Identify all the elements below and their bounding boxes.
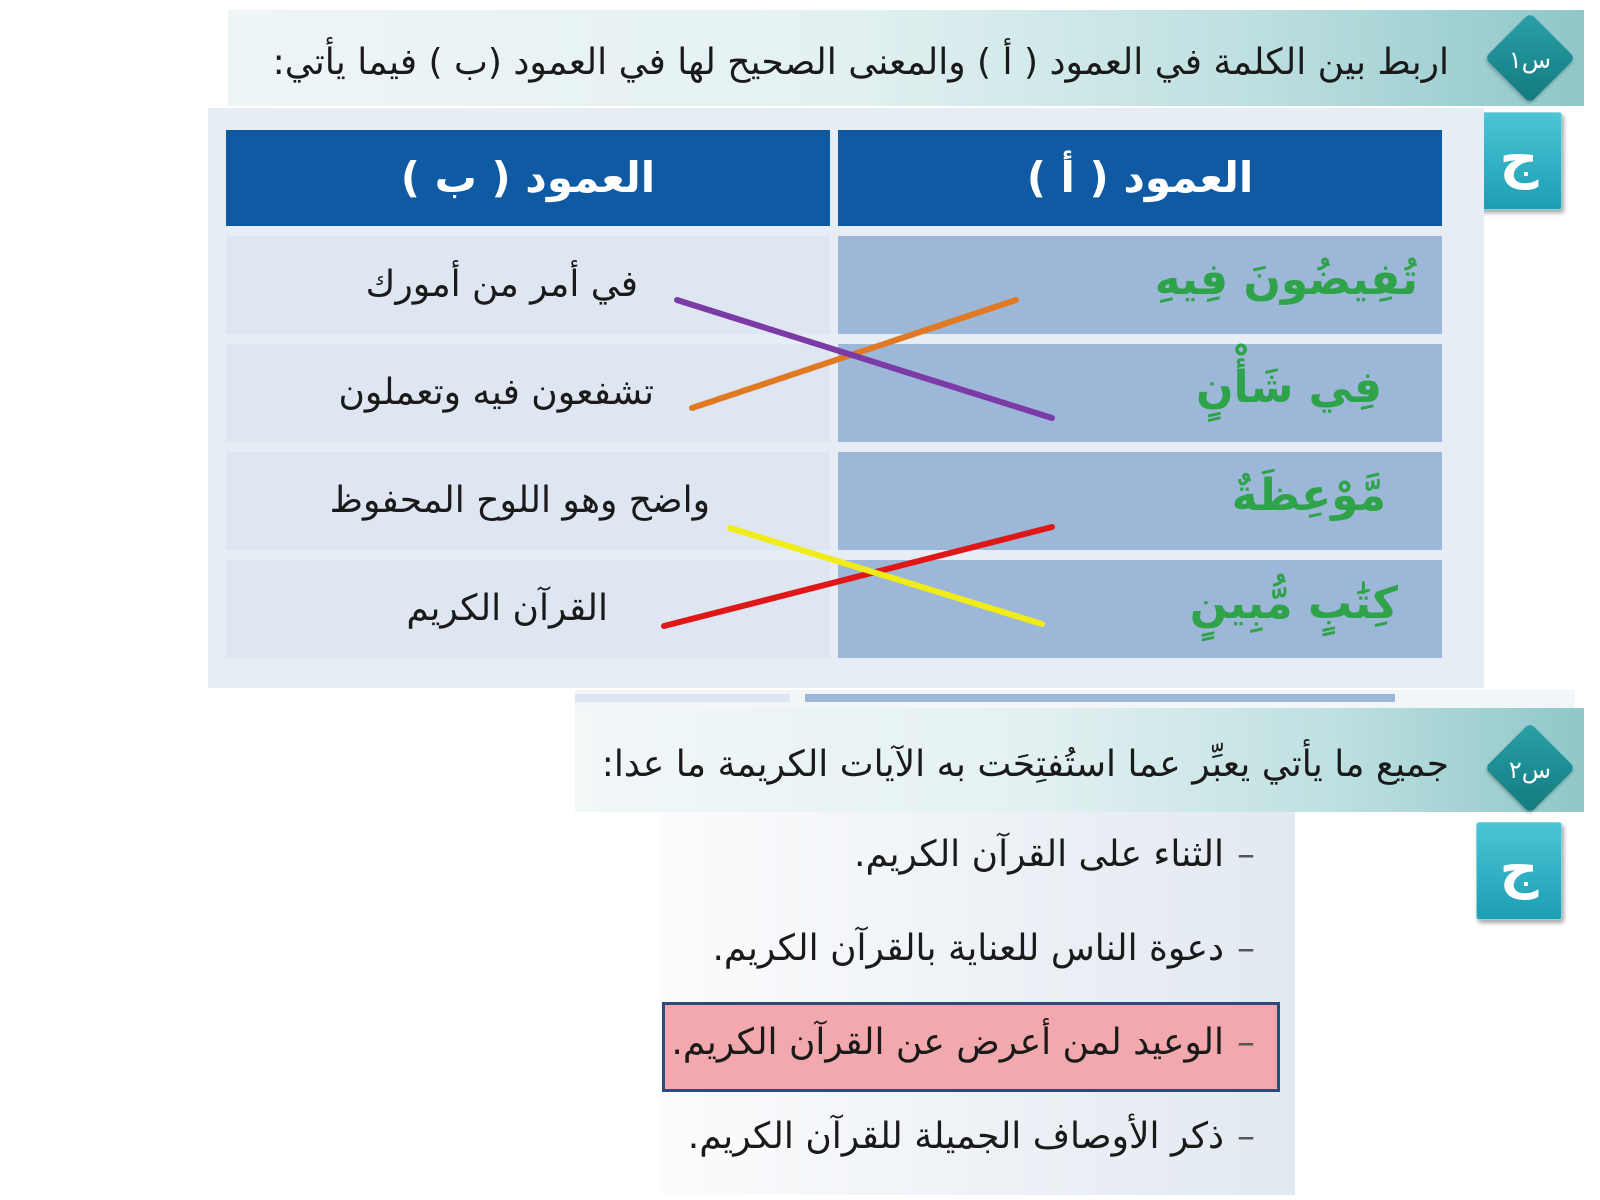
- column-b-item-1: في أمر من أمورك: [365, 264, 638, 305]
- column-a-item-4: كِتَٰبٍ مُّبِينٍ: [1189, 578, 1398, 629]
- answer-2-box: ج: [1476, 822, 1562, 920]
- option-4-dash: –: [1237, 1116, 1255, 1157]
- option-4[interactable]: ذكر الأوصاف الجميلة للقرآن الكريم.: [687, 1116, 1224, 1157]
- option-2[interactable]: دعوة الناس للعناية بالقرآن الكريم.: [712, 928, 1224, 969]
- column-a-item-2: فِي شَأْنٍ: [1196, 362, 1382, 413]
- column-b-cell-2: [226, 344, 830, 442]
- column-b-item-3: واضح وهو اللوح المحفوظ: [329, 480, 710, 521]
- option-1[interactable]: الثناء على القرآن الكريم.: [854, 834, 1224, 875]
- question-2-badge: س٢: [1508, 756, 1552, 784]
- question-2-banner: [575, 708, 1584, 812]
- column-a-item-3: مَّوْعِظَةٌ: [1231, 470, 1386, 521]
- column-a-cell-1: [838, 236, 1442, 334]
- header-column-b: العمود ( ب ): [226, 130, 830, 226]
- column-b-cell-1: [226, 236, 830, 334]
- option-3[interactable]: الوعيد لمن أعرض عن القرآن الكريم.: [671, 1022, 1224, 1063]
- question-2-text: جميع ما يأتي يعبِّر عما استُفتِحَت به الآيات الكريمة ما عدا:: [601, 744, 1449, 785]
- column-a-item-1: تُفِيضُونَ فِيهِ: [1154, 254, 1418, 305]
- column-b-item-2: تشفعون فيه وتعملون: [338, 372, 654, 413]
- question-1-banner: [228, 10, 1584, 106]
- column-a-cell-2: [838, 344, 1442, 442]
- option-3-dash: –: [1237, 1022, 1255, 1063]
- strip-bar-b: [575, 694, 790, 702]
- column-b-cell-4: [226, 560, 830, 658]
- question-1-text: اربط بين الكلمة في العمود ( أ ) والمعنى الصحيح لها في العمود (ب ) فيما يأتي:: [272, 42, 1449, 83]
- strip-bar-a: [805, 694, 1395, 702]
- matching-table: [208, 108, 1484, 688]
- column-b-item-4: القرآن الكريم: [406, 588, 608, 629]
- option-2-dash: –: [1237, 928, 1255, 969]
- answer-1-box: ج: [1476, 112, 1562, 210]
- column-a-cell-4: [838, 560, 1442, 658]
- column-b-cell-3: [226, 452, 830, 550]
- table-bottom-strip: [575, 690, 1575, 708]
- header-column-a: العمود ( أ ): [838, 130, 1442, 226]
- question-1-badge: س١: [1508, 46, 1552, 74]
- column-a-cell-3: [838, 452, 1442, 550]
- option-1-dash: –: [1237, 834, 1255, 875]
